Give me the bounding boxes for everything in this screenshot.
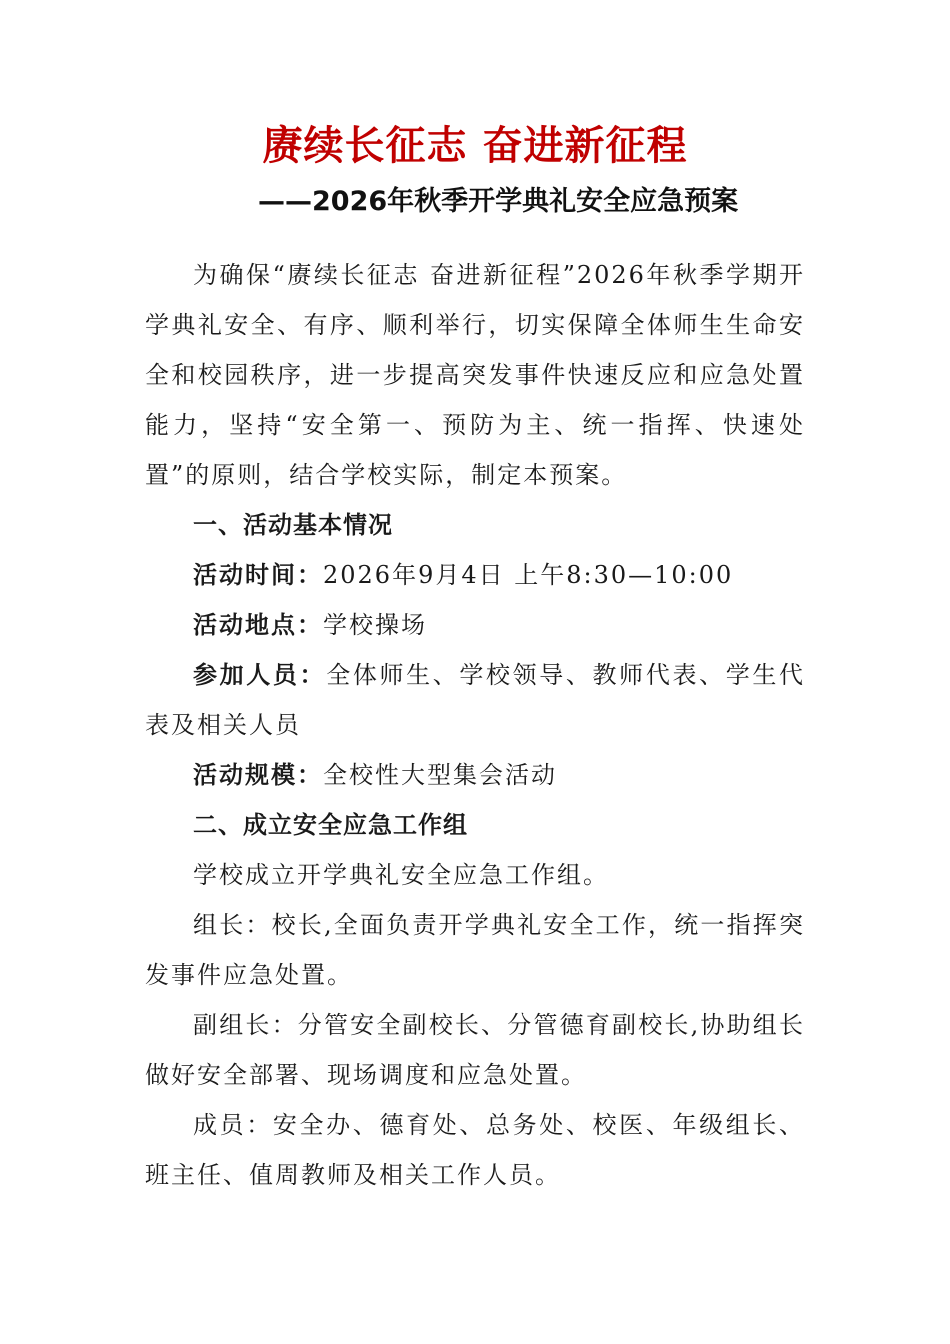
members-paragraph: 成员：安全办、德育处、总务处、校医、年级组长、班主任、值周教师及相关工作人员。 — [145, 1111, 805, 1189]
activity-scale-label: 活动规模： — [193, 761, 323, 789]
activity-time-label: 活动时间： — [193, 561, 323, 589]
document-subtitle: ——2026年秋季开学典礼安全应急预案 — [258, 186, 739, 217]
activity-place-value: 学校操场 — [323, 611, 427, 639]
intro-paragraph: 为确保“赓续长征志 奋进新征程”2026年秋季学期开学典礼安全、有序、顺利举行，切实保障全体师生生命安全和校园秩序，进一步提高突发事件快速反应和应急处置能力，坚持“安全第一、预防为主、统一指挥、快速处置”的原则，结合学校实际，制定本预案。 — [145, 261, 805, 489]
participants-value: 全体师生、学校领导、教师代表、学生代表及相关人员 — [145, 661, 806, 739]
section-heading-2: 二、成立安全应急工作组 — [193, 811, 468, 839]
group-intro-paragraph: 学校成立开学典礼安全应急工作组。 — [193, 861, 609, 889]
leader-paragraph: 组长：校长,全面负责开学典礼安全工作，统一指挥突发事件应急处置。 — [145, 911, 805, 989]
participants-label: 参加人员： — [193, 661, 327, 689]
deputy-leader-paragraph: 副组长：分管安全副校长、分管德育副校长,协助组长做好安全部署、现场调度和应急处置。 — [145, 1011, 805, 1089]
participants-line — [145, 650, 805, 750]
section-heading-1: 一、活动基本情况 — [193, 511, 393, 539]
activity-time-line — [145, 550, 805, 600]
activity-place-line — [145, 600, 805, 650]
activity-scale-line — [145, 750, 805, 800]
activity-place-label: 活动地点： — [193, 611, 323, 639]
activity-scale-value: 全校性大型集会活动 — [323, 761, 557, 789]
document-body — [145, 250, 805, 1200]
activity-time-value: 2026年9月4日 上午8:30—10:00 — [323, 561, 734, 589]
document-title: 赓续长征志 奋进新征程 — [262, 123, 688, 169]
